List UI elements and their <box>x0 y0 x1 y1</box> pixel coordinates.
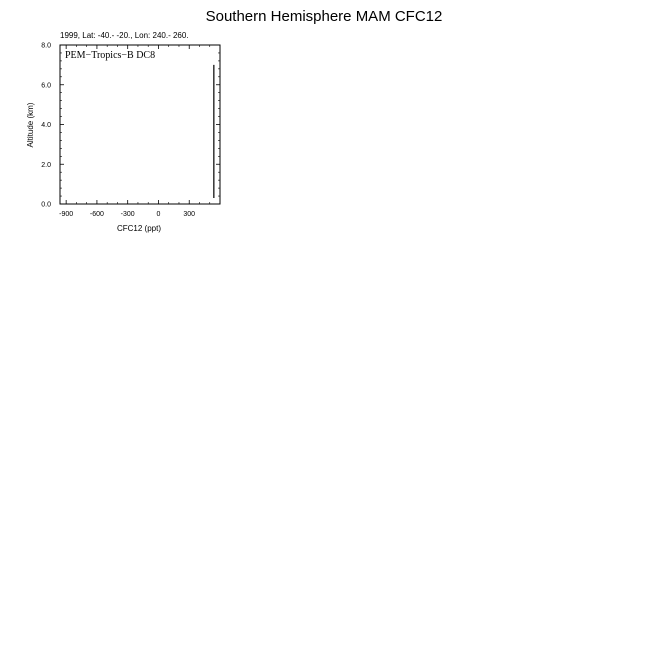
y-tick-label: 4.0 <box>41 122 51 129</box>
plot-area <box>41 43 220 219</box>
x-axis-label: CFC12 (ppt) <box>116 224 162 233</box>
chart-title: Southern Hemisphere MAM CFC12 <box>205 8 443 25</box>
y-tick-label: 2.0 <box>41 161 51 169</box>
y-tick-label: 0.0 <box>41 201 51 209</box>
x-tick-label: -900 <box>59 211 74 218</box>
x-tick-label: 0 <box>156 211 161 218</box>
y-axis-label: Altitude (km) <box>26 102 35 148</box>
y-tick-label: 6.0 <box>41 82 51 90</box>
x-tick-label: 300 <box>183 211 196 218</box>
plot-frame <box>60 45 220 204</box>
y-tick-label: 8.0 <box>41 42 51 50</box>
chart-subtitle: 1999, Lat: -40.- -20., Lon: 240.- 260. <box>60 31 189 40</box>
x-tick-label: -300 <box>120 211 135 218</box>
x-tick-label: -600 <box>89 211 104 218</box>
annotation-label: PEM−Tropics−B DC8 <box>65 50 156 61</box>
